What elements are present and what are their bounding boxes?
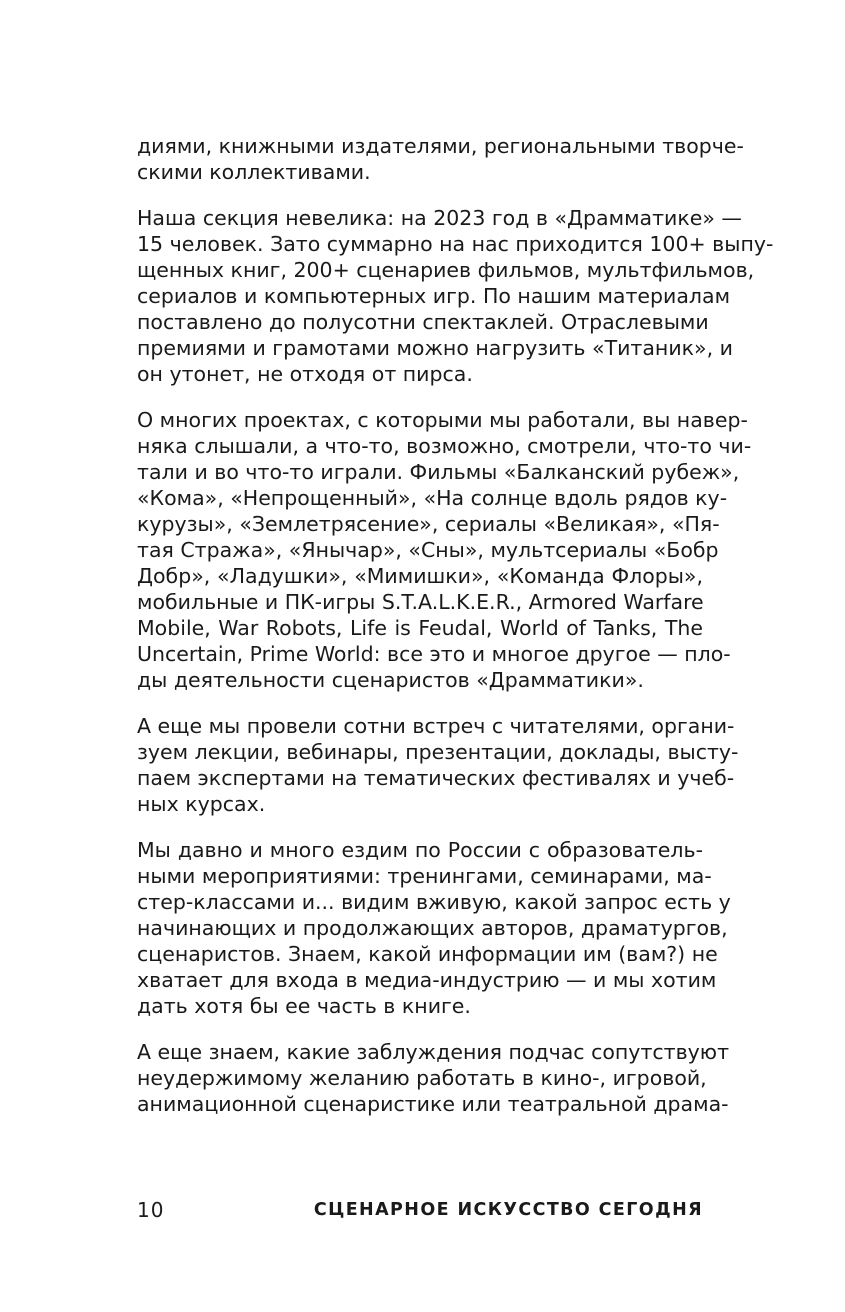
paragraph-1 [137, 133, 744, 185]
text-line: ды деятельности сценаристов «Драмматики». [137, 668, 644, 692]
text-line: скими коллективами. [137, 160, 371, 184]
text-line: 15 человек. Зато суммарно на нас приходится 100+ выпу- [137, 232, 774, 256]
text-line: тали и во что-то играли. Фильмы «Балканский рубеж», [137, 460, 740, 484]
text-line: стер-классами и... видим вживую, какой запрос есть у [137, 890, 731, 914]
text-line: курузы», «Землетрясение», сериалы «Великая», «Пя- [137, 512, 720, 536]
text-line: сериалов и компьютерных игр. По нашим материалам [137, 284, 731, 308]
text-line: хватает для входа в медиа-индустрию — и мы хотим [137, 968, 717, 992]
text-line: начинающих и продолжающих авторов, драматургов, [137, 916, 728, 940]
text-line: тая Стража», «Янычар», «Сны», мультсериалы «Бобр [137, 538, 719, 562]
paragraph-5 [137, 837, 731, 1019]
text-line: дать хотя бы ее часть в книге. [137, 994, 471, 1018]
text-line: зуем лекции, вебинары, презентации, доклады, высту- [137, 740, 739, 764]
text-line: А еще мы провели сотни встреч с читателями, органи- [137, 714, 735, 738]
page-number: 10 [137, 1198, 165, 1222]
text-line: А еще знаем, какие заблуждения подчас сопутствуют [137, 1040, 730, 1064]
text-line: паем экспертами на тематических фестивалях и учеб- [137, 766, 735, 790]
text-line: он утонет, не отходя от пирса. [137, 362, 473, 386]
text-line: «Кома», «Непрощенный», «На солнце вдоль рядов ку- [137, 486, 728, 510]
text-line: Наша секция невелика: на 2023 год в «Драмматике» — [137, 206, 742, 230]
text-line: Uncertain, Prime World: все это и многое другое — пло- [137, 642, 731, 666]
text-line: диями, книжными издателями, региональными творче- [137, 134, 744, 158]
text-line: щенных книг, 200+ сценариев фильмов, мультфильмов, [137, 258, 755, 282]
paragraph-3 [137, 407, 752, 693]
text-line: ными мероприятиями: тренингами, семинарами, ма- [137, 864, 712, 888]
page-body [137, 133, 774, 1137]
page-footer [137, 1196, 703, 1226]
paragraph-4 [137, 713, 739, 817]
running-head: СЦЕНАРНОЕ ИСКУССТВО СЕГОДНЯ [313, 1200, 703, 1220]
text-line: сценаристов. Знаем, какой информации им (вам?) не [137, 942, 718, 966]
text-line: Добр», «Ладушки», «Мимишки», «Команда Флоры», [137, 564, 703, 588]
paragraph-6 [137, 1039, 730, 1117]
text-line: няка слышали, а что-то, возможно, смотрели, что-то чи- [137, 434, 752, 458]
text-line: Мы давно и много ездим по России с образователь- [137, 838, 703, 862]
text-line: ных курсах. [137, 792, 266, 816]
text-line: неудержимому желанию работать в кино-, игровой, [137, 1066, 707, 1090]
text-line: премиями и грамотами можно нагрузить «Титаник», и [137, 336, 733, 360]
text-line: анимационной сценаристике или театральной драма- [137, 1092, 729, 1116]
text-line: мобильные и ПК-игры S.T.A.L.K.E.R., Armored Warfare [137, 590, 704, 614]
text-line: Mobile, War Robots, Life is Feudal, World of Tanks, The [137, 616, 703, 640]
text-line: О многих проектах, с которыми мы работали, вы навер- [137, 408, 748, 432]
text-line: поставлено до полусотни спектаклей. Отраслевыми [137, 310, 709, 334]
paragraph-2 [137, 205, 774, 387]
